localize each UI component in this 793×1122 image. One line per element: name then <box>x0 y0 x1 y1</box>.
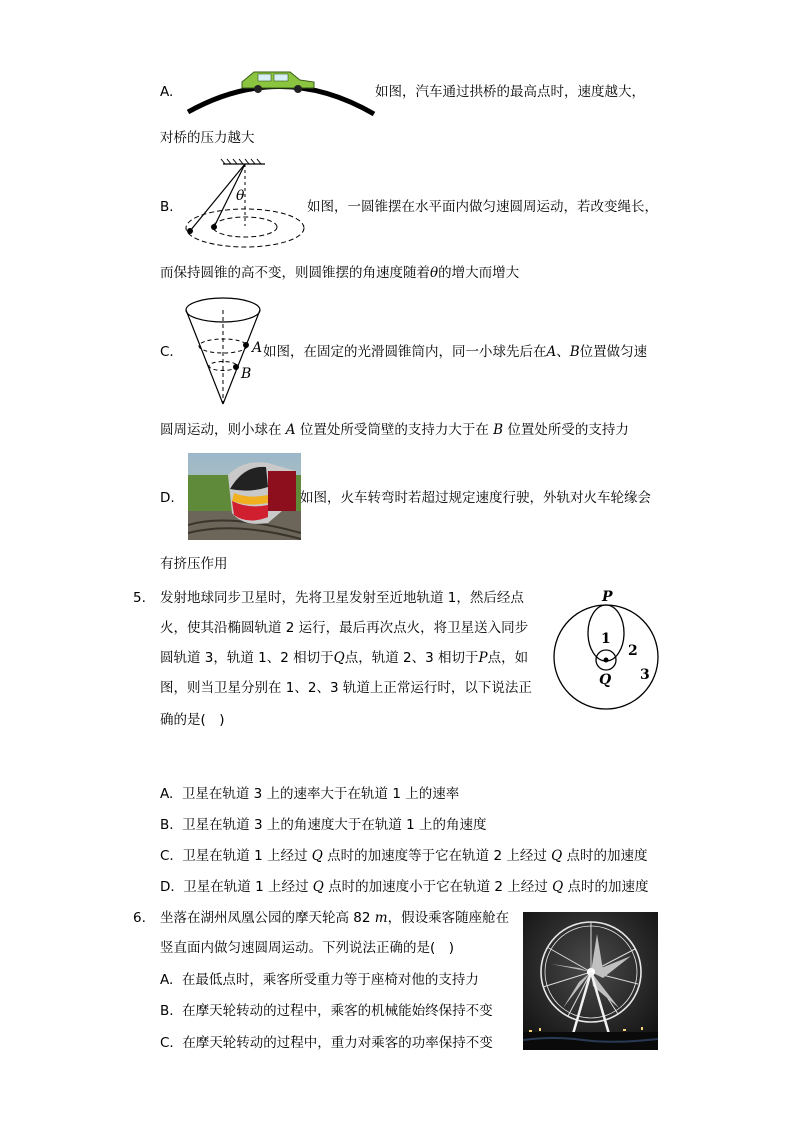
q4-option-a-line1: 如图，汽车通过拱桥的最高点时，速度越大， <box>375 84 645 100</box>
var-a: A <box>546 344 557 360</box>
arch-bridge <box>188 86 374 114</box>
q6-stem-line1 <box>160 908 509 928</box>
var-b: B <box>569 344 580 360</box>
q4-option-c-line2-post: 位置处所受的支持力 <box>507 422 629 438</box>
ferris-wheel-photo <box>523 912 658 1050</box>
option-letter: A. <box>160 972 174 988</box>
q5-number: 5. <box>133 590 146 606</box>
q4-option-c-letter[interactable]: C. <box>160 344 174 360</box>
option-text-mid: 点时的加速度小于它在轨道 2 上经过 <box>328 879 548 895</box>
q4-option-b-line1: 如图，一圆锥摆在水平面内做匀速圆周运动，若改变绳长， <box>307 199 658 215</box>
q6-option-b[interactable] <box>160 1001 493 1021</box>
q5-option-d[interactable] <box>160 877 648 897</box>
q5-stem-line4: 图，则当卫星分别在 1、2、3 轨道上正常运行时，以下说法正 <box>160 680 532 696</box>
label-orbit-3: 3 <box>640 667 650 683</box>
q4-option-a-line2: 对桥的压力越大 <box>160 130 255 146</box>
q4-option-d-letter[interactable]: D. <box>160 490 175 506</box>
q6-stem-line2: 竖直面内做匀速圆周运动。下列说法正确的是( ) <box>160 940 455 956</box>
q4-option-a-letter[interactable]: A. <box>160 84 174 100</box>
option-letter: B. <box>160 817 174 833</box>
q4-option-b-line2 <box>160 263 519 283</box>
unit-m: m <box>374 910 388 926</box>
option-letter: B. <box>160 1003 174 1019</box>
q6-option-c[interactable] <box>160 1033 493 1053</box>
q4-option-c-line2 <box>160 420 629 440</box>
option-letter: A. <box>160 786 174 802</box>
q4-option-d-line1: 如图，火车转弯时若超过规定速度行驶，外轨对火车轮缘会 <box>300 490 651 506</box>
option-text-post: 点时的加速度 <box>567 879 649 895</box>
theta-variable: θ <box>430 265 439 281</box>
q4-option-d-line2: 有挤压作用 <box>160 556 228 572</box>
q4-option-c-line1-post: 位置做匀速 <box>579 344 648 360</box>
q4-option-c-line1 <box>263 342 647 362</box>
q5-option-c[interactable] <box>160 846 648 866</box>
car-on-bridge-figure <box>186 62 376 118</box>
q5-line3-mid: 点，轨道 2、3 相切于 <box>344 650 479 666</box>
option-text: 卫星在轨道 3 上的角速度大于在轨道 1 上的角速度 <box>182 817 487 833</box>
q4-option-b-line2-pre: 而保持圆锥的高不变，则圆锥摆的角速度随着 <box>160 265 430 281</box>
separator: 、 <box>556 344 570 360</box>
var-q: Q <box>311 848 323 864</box>
label-b: B <box>241 366 252 382</box>
var-b: B <box>493 422 504 438</box>
label-orbit-2: 2 <box>628 643 638 659</box>
cone-figure <box>183 296 265 408</box>
option-letter: C. <box>160 848 174 864</box>
q6-option-a[interactable] <box>160 970 479 990</box>
q5-stem-line5: 确的是( ) <box>160 712 225 728</box>
theta-label: θ <box>236 188 245 204</box>
var-q: Q <box>312 879 324 895</box>
option-text: 在摩天轮转动的过程中，乘客的机械能始终保持不变 <box>182 1003 493 1019</box>
train-photo <box>188 453 301 540</box>
option-letter: D. <box>160 879 175 895</box>
var-q: Q <box>552 879 564 895</box>
option-text: 在摩天轮转动的过程中，重力对乘客的功率保持不变 <box>182 1035 493 1051</box>
label-orbit-1: 1 <box>601 631 611 647</box>
option-text-post: 点时的加速度 <box>566 848 648 864</box>
q5-option-a[interactable] <box>160 784 459 804</box>
q5-line3-post: 点，如 <box>487 650 529 666</box>
q4-option-b-letter[interactable]: B. <box>160 199 174 215</box>
q6-line1-post: ，假设乘客随座舱在 <box>387 910 510 926</box>
earth-icon <box>604 658 609 663</box>
q6-number: 6. <box>133 910 146 926</box>
q4-option-c-line1-pre: 如图，在固定的光滑圆锥筒内，同一小球先后在 <box>263 344 547 360</box>
option-text-pre: 卫星在轨道 1 上经过 <box>183 879 309 895</box>
q4-option-c-line2-pre: 圆周运动，则小球在 <box>160 422 282 438</box>
orbit-diagram <box>548 585 664 717</box>
option-text-mid: 点时的加速度等于它在轨道 2 上经过 <box>327 848 547 864</box>
var-a: A <box>285 422 296 438</box>
var-p: P <box>478 650 488 666</box>
label-p: P <box>602 589 613 605</box>
option-text: 卫星在轨道 3 上的速率大于在轨道 1 上的速率 <box>181 786 460 802</box>
var-q: Q <box>333 650 345 666</box>
q5-stem-line1: 发射地球同步卫星时，先将卫星发射至近地轨道 1，然后经点 <box>160 590 524 606</box>
q5-line3-pre: 圆轨道 3，轨道 1、2 相切于 <box>160 650 334 666</box>
q5-stem-line2: 火，使其沿椭圆轨道 2 运行，最后再次点火，将卫星送入同步 <box>160 620 529 636</box>
orbit-3 <box>554 605 658 709</box>
q6-line1-pre: 坐落在湖州凤凰公园的摩天轮高 82 <box>160 910 371 926</box>
q5-option-b[interactable] <box>160 815 487 835</box>
q5-stem-line3 <box>160 648 528 668</box>
conical-pendulum-figure <box>183 158 313 253</box>
label-a: A <box>252 340 263 356</box>
var-q: Q <box>551 848 563 864</box>
label-q: Q <box>599 672 612 688</box>
q4-option-c-line2-mid: 位置处所受筒壁的支持力大于在 <box>299 422 489 438</box>
q4-option-b-line2-post: 的增大而增大 <box>438 265 520 281</box>
option-letter: C. <box>160 1035 174 1051</box>
option-text: 在最低点时，乘客所受重力等于座椅对他的支持力 <box>181 972 479 988</box>
option-text-pre: 卫星在轨道 1 上经过 <box>182 848 308 864</box>
